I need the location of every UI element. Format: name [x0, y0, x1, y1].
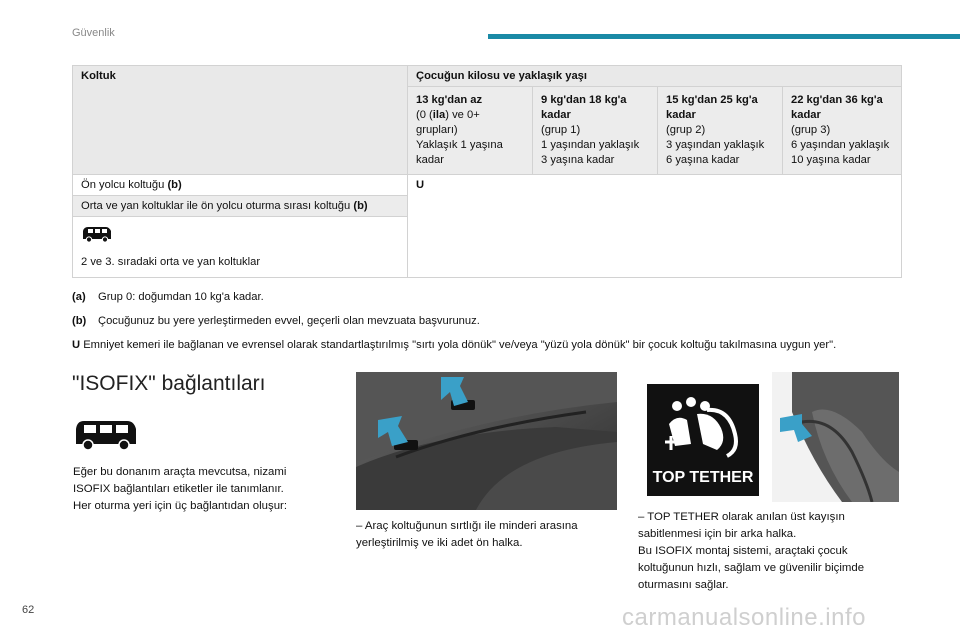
- seat-anchor-photo: [356, 372, 617, 510]
- universal-value: U: [408, 175, 902, 278]
- group-line: Yaklaşık 1 yaşına: [416, 139, 503, 151]
- group-1-header: [533, 87, 658, 175]
- group-line: 1 yaşından yaklaşık: [541, 139, 640, 151]
- group-line: (grup 1): [541, 124, 581, 136]
- front-rings-text: – Araç koltuğunun sırtlığı ile minderi arasına yerleştirilmiş ve iki adet ön halka.: [356, 520, 578, 549]
- section-color-bar: [488, 34, 960, 39]
- van-icon: [73, 418, 139, 452]
- group-line: 10 yaşına kadar: [791, 154, 871, 166]
- group-3-header: [783, 87, 902, 175]
- note-u: U Emniyet kemeri ile bağlanan ve evrensel olarak standartlaştırılmış "sırtı yola dönük" ve/veya "yüzü yola dönük" bir çocuk koltuğu takılmasına uygun yer".: [72, 339, 837, 351]
- isofix-title: "ISOFIX" bağlantıları: [72, 372, 266, 395]
- group-2-header: [658, 87, 783, 175]
- note-a: (a) Grup 0: doğumdan 10 kg'a kadar.: [72, 291, 264, 303]
- weight-column-header: Çocuğun kilosu ve yaklaşık yaşı: [408, 66, 902, 87]
- group-title: 9 kg'dan 18 kg'a kadar: [541, 94, 627, 121]
- child-seat-table: [72, 65, 902, 278]
- top-tether-text-block: – TOP TETHER olarak anılan üst kayışın sabitlenmesi için bir arka halka. Bu ISOFIX montaj sistemi, araçtaki çocuk koltuğunun hızlı, sağlam ve güvenilir biçimde oturmasını sağlar.: [638, 511, 865, 591]
- row-front-passenger: Ön yolcu koltuğu (b): [73, 175, 408, 196]
- group-line: 6 yaşından yaklaşık: [791, 139, 890, 151]
- van-icon: [81, 225, 113, 243]
- section-title: Güvenlik: [72, 27, 115, 39]
- group-title: 13 kg'dan az: [416, 94, 483, 106]
- group-line: (0 (ila) ve 0+: [416, 109, 480, 121]
- group-line: 3 yaşına kadar: [541, 154, 615, 166]
- group-line: (grup 2): [666, 124, 706, 136]
- group-line: (grup 3): [791, 124, 831, 136]
- group-line: 3 yaşından yaklaşık: [666, 139, 765, 151]
- row-label: 2 ve 3. sıradaki orta ve yan koltuklar: [81, 256, 261, 268]
- page-number: 62: [22, 604, 35, 616]
- row-rear-seats: [73, 217, 408, 278]
- top-tether-text: TOP TETHER: [652, 469, 754, 486]
- group-title: 22 kg'dan 36 kg'a kadar: [791, 94, 883, 121]
- seat-column-header: Koltuk: [73, 66, 408, 175]
- isofix-description: Eğer bu donanım araçta mevcutsa, nizami ISOFIX bağlantıları etiketler ile tanımlanır. Her oturma yeri için üç bağlantıdan oluşur:: [73, 466, 287, 512]
- group-line: kadar: [416, 154, 444, 166]
- group-line: grupları): [416, 124, 458, 136]
- group-0-header: [408, 87, 533, 175]
- note-b: (b) Çocuğunuz bu yere yerleştirmeden evvel, geçerli olan mevzuata başvurunuz.: [72, 315, 480, 327]
- watermark: carmanualsonline.info: [622, 604, 866, 631]
- top-tether-label: [647, 384, 759, 496]
- rear-anchor-photo: [772, 372, 899, 502]
- row-middle-side: Orta ve yan koltuklar ile ön yolcu oturma sırası koltuğu (b): [73, 196, 408, 217]
- group-line: 6 yaşına kadar: [666, 154, 740, 166]
- group-title: 15 kg'dan 25 kg'a kadar: [666, 94, 758, 121]
